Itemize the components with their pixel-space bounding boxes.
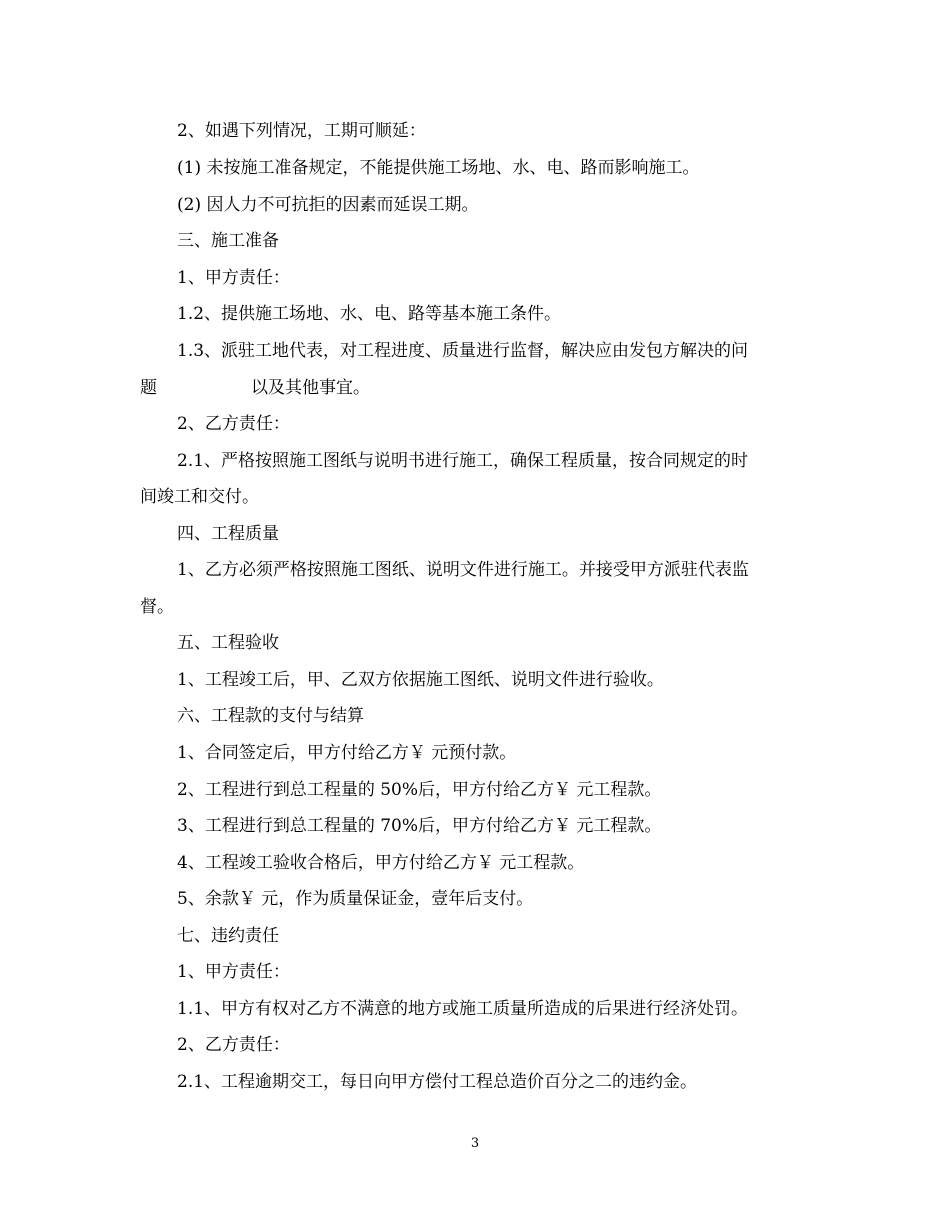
paragraph: 2、乙方责任： (177, 414, 290, 434)
section-heading: 六、工程款的支付与结算 (177, 706, 364, 726)
paragraph: 4、工程竣工验收合格后，甲方付给乙方￥ 元工程款。 (177, 853, 585, 873)
paragraph: 1、甲方责任： (177, 962, 290, 982)
paragraph: 2、工程进行到总工程量的 50%后，甲方付给乙方￥ 元工程款。 (177, 780, 662, 800)
paragraph: 1、合同签定后，甲方付给乙方￥ 元预付款。 (177, 743, 517, 763)
section-heading: 五、工程验收 (177, 633, 279, 653)
paragraph-continuation: 间竣工和交付。 (140, 487, 259, 507)
paragraph: 1.1、甲方有权对乙方不满意的地方或施工质量所造成的后果进行经济处罚。 (177, 999, 749, 1019)
paragraph: (1) 未按施工准备规定，不能提供施工场地、水、电、路而影响施工。 (177, 158, 700, 178)
paragraph: 1、甲方责任： (177, 268, 290, 288)
paragraph-continuation (0, 377, 950, 399)
paragraph: 3、工程进行到总工程量的 70%后，甲方付给乙方￥ 元工程款。 (177, 816, 662, 836)
paragraph: 1、工程竣工后，甲、乙双方依据施工图纸、说明文件进行验收。 (177, 670, 664, 690)
page-number: 3 (470, 1136, 480, 1151)
paragraph: 2、如遇下列情况，工期可顺延： (177, 121, 426, 141)
section-heading: 三、施工准备 (177, 231, 279, 251)
text-fragment: 题 (140, 378, 157, 398)
paragraph: (2) 因人力不可抗拒的因素而延误工期。 (177, 195, 479, 215)
section-heading: 七、违约责任 (177, 926, 279, 946)
paragraph: 1.3、派驻工地代表，对工程进度、质量进行监督，解决应由发包方解决的问 (177, 341, 749, 361)
paragraph: 2.1、工程逾期交工，每日向甲方偿付工程总造价百分之二的违约金。 (177, 1072, 698, 1092)
paragraph: 1、乙方必须严格按照施工图纸、说明文件进行施工。并接受甲方派驻代表监 (177, 560, 749, 580)
paragraph: 2.1、严格按照施工图纸与说明书进行施工，确保工程质量，按合同规定的时 (177, 451, 749, 471)
paragraph: 2、乙方责任： (177, 1035, 290, 1055)
paragraph: 5、余款￥ 元，作为质量保证金，壹年后支付。 (177, 889, 534, 909)
text-fragment: 以及其他事宜。 (251, 378, 370, 398)
paragraph: 1.2、提供施工场地、水、电、路等基本施工条件。 (177, 304, 562, 324)
section-heading: 四、工程质量 (177, 524, 279, 544)
paragraph-continuation: 督。 (140, 597, 174, 617)
